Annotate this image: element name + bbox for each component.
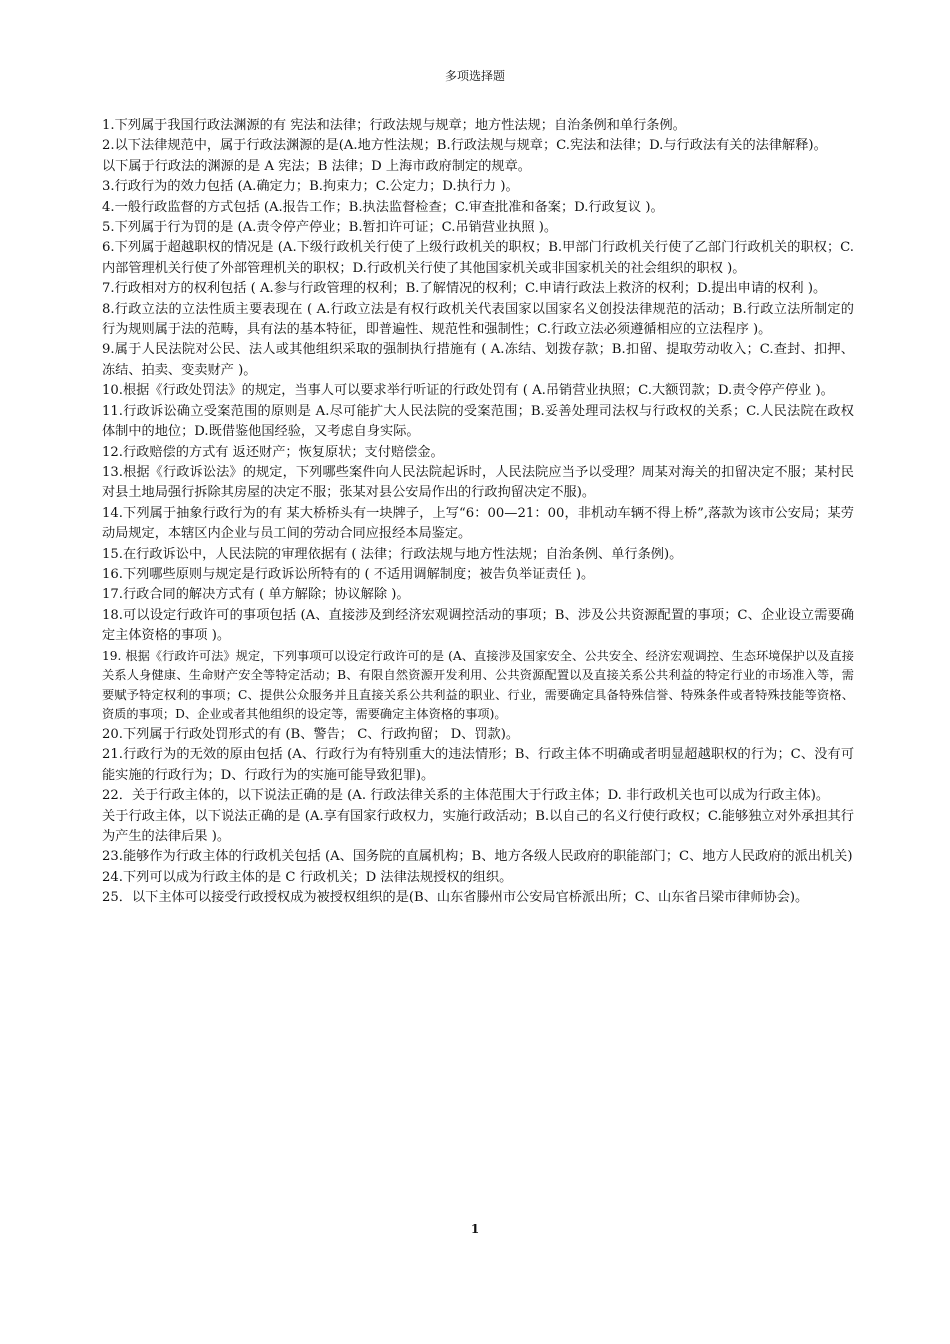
question-10: 10.根据《行政处罚法》的规定，当事人可以要求举行听证的行政处罚有 ( A.吊销营业执照；C.大额罚款；D.责令停产停业 )。 <box>102 383 834 399</box>
question-24: 24.下列可以成为行政主体的是 C 行政机关；D 法律法规授权的组织。 <box>102 869 513 885</box>
question-11: 11.行政诉讼确立受案范围的原则是 A.尽可能扩大人民法院的受案范围；B.妥善处理司法权与行政权的关系；C.人民法院在政权体制中的地位；D.既借鉴他国经验，又考虑自身实际。 <box>102 403 854 440</box>
question-13: 13.根据《行政诉讼法》的规定，下列哪些案件向人民法院起诉时，人民法院应当予以受理？周某对海关的扣留决定不服；某村民对县土地局强行拆除其房屋的决定不服；张某对县公安局作出的行政拘留决定不服)。 <box>102 464 854 501</box>
question-4: 4.一般行政监督的方式包括 (A.报告工作；B.执法监督检查；C.审查批准和备案；D.行政复议 )。 <box>102 199 664 215</box>
question-5: 5.下列属于行为罚的是 (A.责令停产停业；B.暂扣许可证；C.吊销营业执照 )。 <box>102 220 558 236</box>
question-19-body: A、直接涉及国家安全、公共安全、经济宏观调控、生态环境保护以及直接关系人身健康、生命财产安全等特定活动；B、有限自然资源开发利用、公共资源配置以及直接关系公共利益的特定行业的市场准入等，需要赋予特定权利的事项；C、提供公众服务并且直接关系公共利益的职业、行业，需要确定具备特殊信誉、特殊条件或者特殊技能等资格、资质的事项；D、企业或者其他组织的设定等，需要确定主体资格的事项)。 <box>102 648 854 722</box>
page-number: 1 <box>470 1222 480 1236</box>
question-19-lead: 19. 根据《行政许可法》规定，下列事项可以设定行政许可的是 ( <box>102 648 453 663</box>
question-6: 6.下列属于超越职权的情况是 (A.下级行政机关行使了上级行政机关的职权；B.甲部门行政机关行使了乙部门行政机关的职权；C.内部管理机关行使了外部管理机关的职权；D.行政机关行使了其他国家机关或非国家机关的社会组织的职权 )。 <box>102 240 854 276</box>
question-9: 9.属于人民法院对公民、法人或其他组织采取的强制执行措施有 ( A.冻结、划拨存款；B.扣留、提取劳动收入；C.查封、扣押、冻结、拍卖、变卖财产 )。 <box>102 342 854 378</box>
page-title: 多项选择题 <box>444 69 505 83</box>
question-19 <box>102 647 854 725</box>
question-23: 23.能够作为行政主体的行政机关包括 (A、国务院的直属机构；B、地方各级人民政府的职能部门；C、地方人民政府的派出机关) <box>102 849 853 865</box>
question-22-note: 关于行政主体，以下说法正确的是 (A.享有国家行政权力，实施行政活动；B.以自己的名义行使行政权；C.能够独立对外承担其行为产生的法律后果 )。 <box>102 808 854 844</box>
question-7: 7.行政相对方的权利包括 ( A.参与行政管理的权利；B.了解情况的权利；C.申请行政法上救济的权利；D.提出申请的权利 )。 <box>102 281 827 297</box>
question-list <box>102 116 854 909</box>
question-21: 21.行政行为的无效的原由包括 (A、行政行为有特别重大的违法情形；B、行政主体不明确或者明显超越职权的行为；C、没有可能实施的行政行为；D、行政行为的实施可能导致犯罪)。 <box>102 747 854 783</box>
question-18: 18.可以设定行政许可的事项包括 (A、直接涉及到经济宏观调控活动的事项；B、涉及公共资源配置的事项；C、企业设立需要确定主体资格的事项 )。 <box>102 607 855 644</box>
question-20: 20.下列属于行政处罚形式的有 (B、警告； C、行政拘留； D、罚款)。 <box>102 726 520 742</box>
question-1: 1.下列属于我国行政法渊源的有 宪法和法律；行政法规与规章；地方性法规；自治条例和单行条例。 <box>102 118 686 133</box>
question-2-note: 以下属于行政法的渊源的是 A 宪法；B 法律；D 上海市政府制定的规章。 <box>102 158 531 174</box>
question-17: 17.行政合同的解决方式有 ( 单方解除；协议解除 )。 <box>102 587 410 603</box>
question-3: 3.行政行为的效力包括 (A.确定力；B.拘束力；C.公定力；D.执行力 )。 <box>102 179 519 195</box>
question-14: 14.下列属于抽象行政行为的有 某大桥桥头有一块牌子，上写“6：00—21：00，非机动车辆不得上桥”,落款为该市公安局；某劳动局规定，本辖区内企业与员工间的劳动合同应报经本局鉴定。 <box>102 505 854 542</box>
question-12: 12.行政赔偿的方式有 返还财产；恢复原状；支付赔偿金。 <box>102 444 444 460</box>
question-22: 22．关于行政主体的，以下说法正确的是 (A. 行政法律关系的主体范围大于行政主体；D. 非行政机关也可以成为行政主体)。 <box>102 788 830 804</box>
question-25: 25．以下主体可以接受行政授权成为被授权组织的是(B、山东省滕州市公安局官桥派出所；C、山东省吕梁市律师协会)。 <box>102 890 809 906</box>
question-16: 16.下列哪些原则与规定是行政诉讼所特有的 ( 不适用调解制度；被告负举证责任 )。 <box>102 566 595 582</box>
question-15: 15.在行政诉讼中，人民法院的审理依据有 ( 法律；行政法规与地方性法规；自治条例、单行条例)。 <box>102 546 683 562</box>
question-8: 8.行政立法的立法性质主要表现在 ( A.行政立法是有权行政机关代表国家以国家名义创投法律规范的活动；B.行政立法所制定的行为规则属于法的范畴，具有法的基本特征，即普遍性、规范性和强制性；C.行政立法必须遵循相应的立法程序 )。 <box>102 301 854 338</box>
question-2: 2.以下法律规范中，属于行政法渊源的是(A.地方性法规；B.行政法规与规章；C.宪法和法律；D.与行政法有关的法律解释)。 <box>102 138 827 154</box>
